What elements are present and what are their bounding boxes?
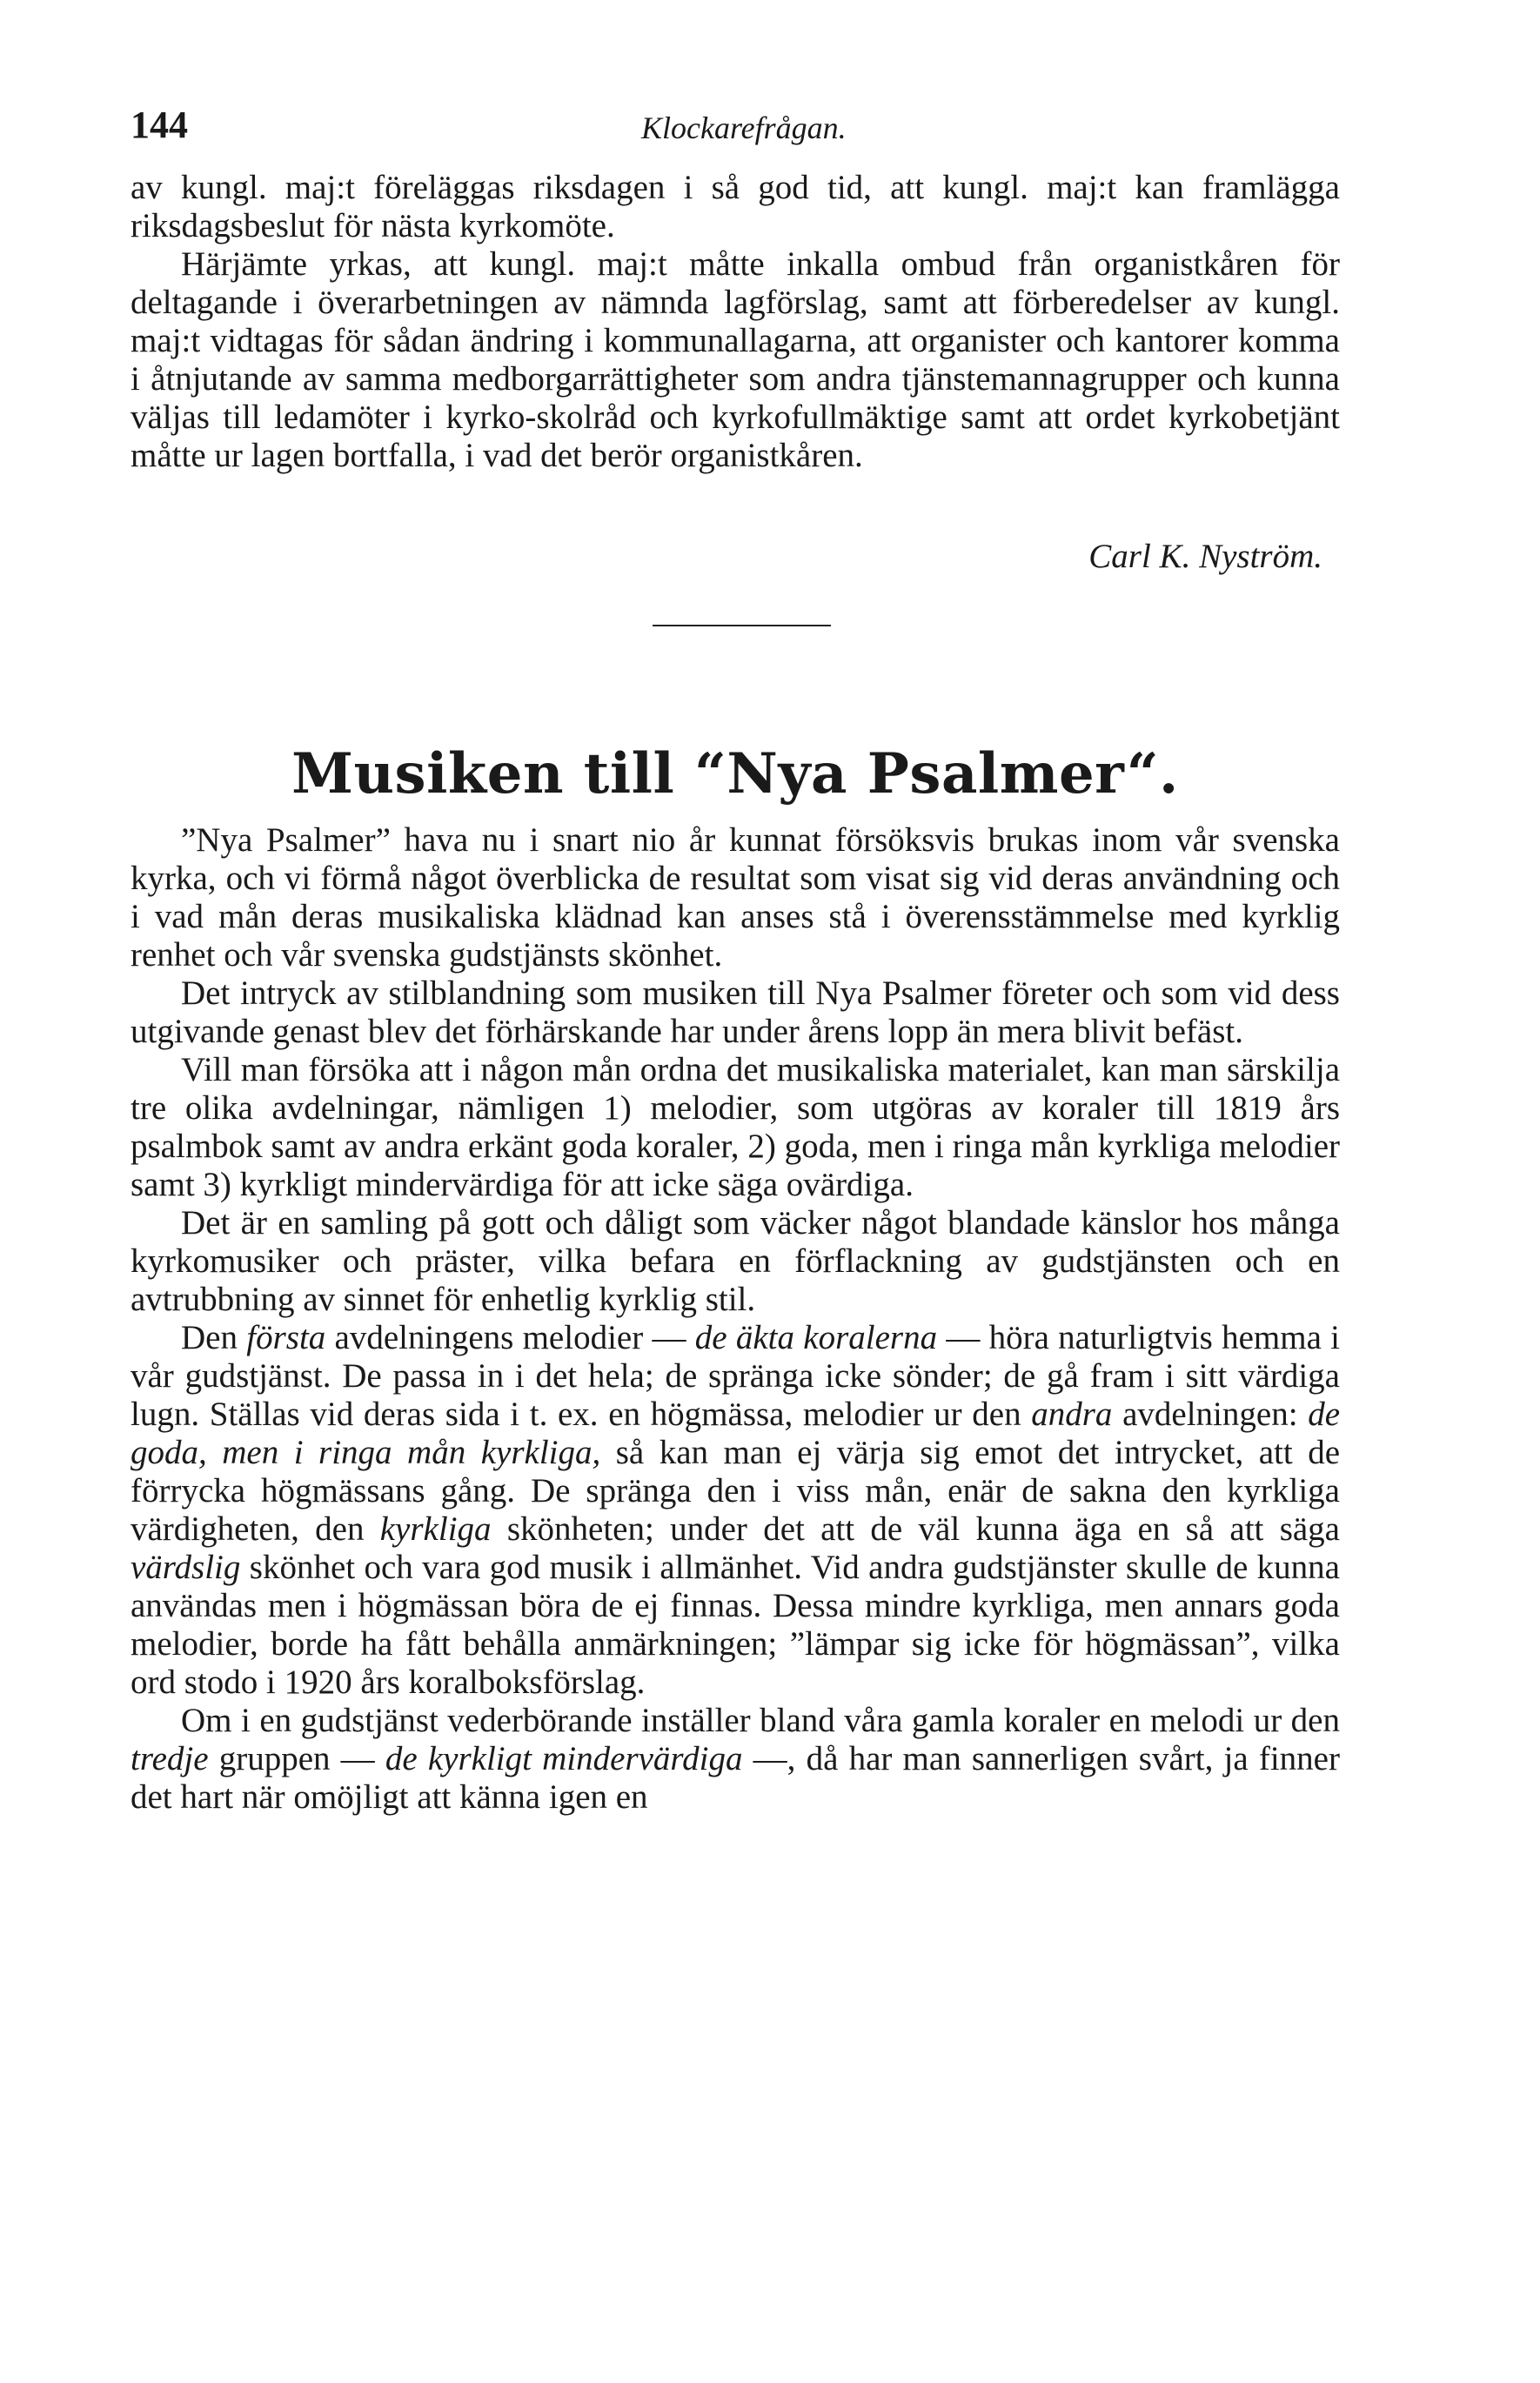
emphasis: värdslig	[131, 1549, 241, 1586]
paragraph: av kungl. maj:t föreläggas riksdagen i så god tid, att kungl. maj:t kan framlägga riksdagsbeslut för nästa kyrkomöte.	[131, 169, 1340, 244]
text-run: Om i en gudstjänst vederbörande inställer bland våra gamla koraler en melodi ur den	[181, 1702, 1340, 1739]
text-run: skönheten; under det att de väl kunna äga en så att säga	[491, 1510, 1340, 1548]
emphasis: de goda, men i ringa mån kyrkliga,	[131, 1396, 1340, 1471]
text-run: skönhet och vara god musik i allmänhet. Vid andra gudstjänster skulle de kunna användas men i högmässan böra de ej finnas. Dessa mindre kyrkliga, men annars goda melodier, borde ha fått behålla anmärkningen; ”lämpar sig icke för högmässan”, vilka ord stodo i 1920 års koralboksförslag.	[131, 1549, 1340, 1701]
article-body	[131, 821, 1340, 1817]
paragraph: Härjämte yrkas, att kungl. maj:t måtte inkalla ombud från organistkåren för deltagande i överarbetningen av nämnda lagförslag, samt att förberedelser av kungl. maj:t vidtagas för sådan ändring i kommunallagarna, att organister och kantorer komma i åtnjutande av samma medborgarrättigheter som andra tjänstemannagrupper och kunna väljas till ledamöter i kyrko-skolråd och kyrkofullmäktige samt att ordet kyrkobetjänt måtte ur lagen bortfalla, i vad det berör organistkåren.	[131, 245, 1340, 474]
paragraph: Vill man försöka att i någon mån ordna det musikaliska materialet, kan man särskilja tre olika avdelningar, nämligen 1) melodier, som utgöras av koraler till 1819 års psalmbok samt av andra erkänt goda koraler, 2) goda, men i ringa mån kyrkliga melodier samt 3) kyrkligt mindervärdiga för att icke säga ovärdiga.	[131, 1051, 1340, 1203]
paragraph	[131, 1319, 1340, 1702]
page-header	[131, 103, 1340, 155]
text-run: —, då har man sannerligen svårt, ja finner det hart när omöjligt att känna igen en	[131, 1740, 1340, 1816]
emphasis: de äkta koralerna	[694, 1319, 938, 1356]
text-run: — höra naturligtvis hemma i vår gudstjänst. De passa in i det hela; de spränga icke sönder; de gå fram i sitt värdiga lugn. Ställas vid deras sida i t. ex. en högmässa, melodier ur den	[131, 1319, 1341, 1433]
paragraph	[131, 1702, 1340, 1817]
emphasis: kyrkliga	[379, 1510, 492, 1548]
text-run: gruppen —	[208, 1740, 385, 1777]
text-run: Den	[181, 1319, 247, 1356]
running-title: Klockarefrågan.	[641, 110, 847, 145]
page-number: 144	[131, 104, 188, 146]
paragraph: Det intryck av stilblandning som musiken till Nya Psalmer företer och som vid dess utgivande genast blev det förhärskande har under årens lopp än mera blivit befäst.	[131, 974, 1340, 1050]
continued-text-block	[131, 169, 1340, 475]
text-run: avdelningens melodier —	[325, 1319, 695, 1356]
article-title: Musiken till “Nya Psalmer“.	[291, 741, 1179, 807]
emphasis: de kyrkligt mindervärdiga	[385, 1740, 743, 1777]
section-divider	[653, 625, 831, 626]
paragraph: Det är en samling på gott och dåligt som väcker något blandade känslor hos många kyrkomusiker och präster, vilka befara en förflackning av gudstjänsten och en avtrubbning av sinnet för enhetlig kyrklig stil.	[131, 1204, 1340, 1318]
author-signature: Carl K. Nyström.	[1088, 538, 1322, 575]
paragraph: ”Nya Psalmer” hava nu i snart nio år kunnat försöksvis brukas inom vår svenska kyrka, och vi förmå något överblicka de resultat som visat sig vid deras användning och i vad mån deras musikaliska klädnad kan anses stå i överensstämmelse med kyrklig renhet och vår svenska gudstjänsts skönhet.	[131, 821, 1340, 974]
emphasis: första	[246, 1319, 326, 1356]
emphasis: andra	[1031, 1396, 1113, 1433]
text-run: så kan man ej värja sig emot det intrycket, att de förrycka högmässans gång. De spränga den i viss mån, enär de sakna den kyrkliga värdigheten, den	[131, 1434, 1341, 1548]
emphasis: tredje	[131, 1740, 209, 1777]
text-run: avdelningen:	[1112, 1396, 1309, 1433]
